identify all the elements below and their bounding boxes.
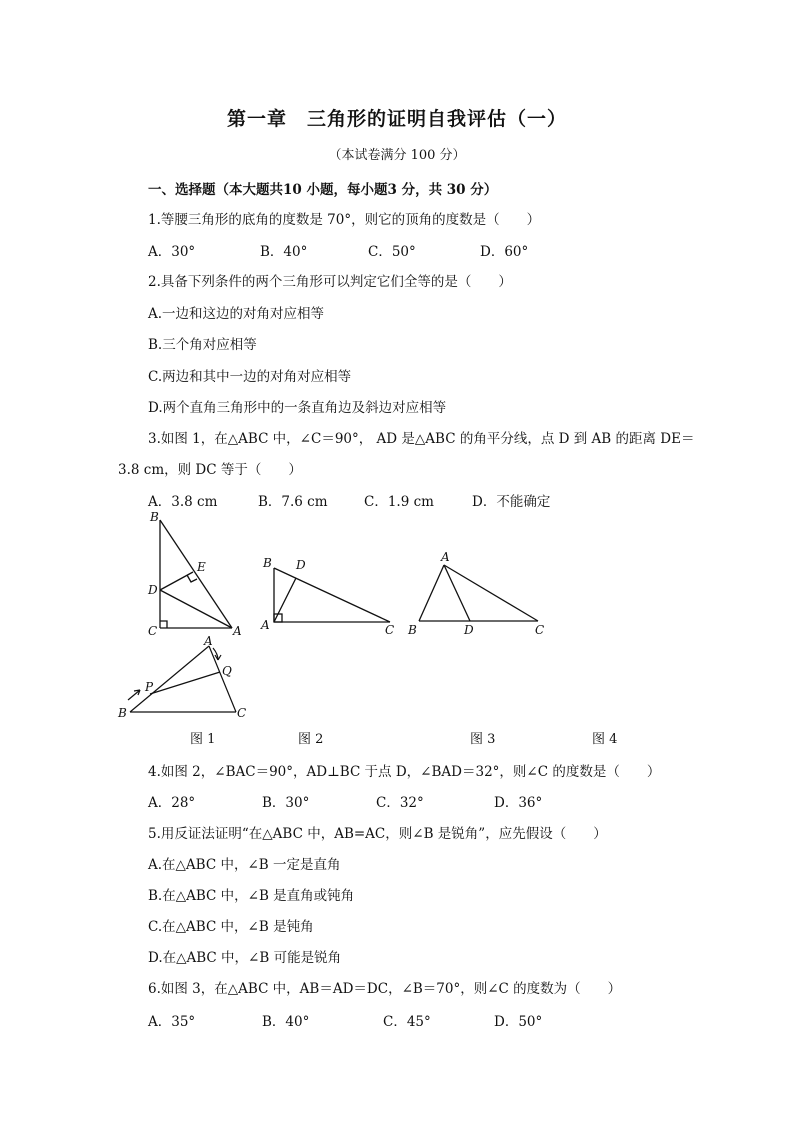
fig2-label-d: D bbox=[296, 558, 306, 572]
q1-option-b: B．40° bbox=[260, 244, 308, 260]
q4-option-b: B．30° bbox=[262, 795, 310, 811]
question-5-stem: 5.用反证法证明“在△ABC 中，AB=AC，则∠B 是锐角”，应先假设（ ） bbox=[148, 826, 607, 842]
q6-option-c: C．45° bbox=[383, 1014, 431, 1030]
q4-option-d: D．36° bbox=[494, 795, 543, 811]
fig3-label-b: B bbox=[408, 623, 417, 637]
q1-option-c: C．50° bbox=[368, 244, 416, 260]
q1-option-d: D．60° bbox=[480, 244, 529, 260]
fig4-label-a: A bbox=[204, 634, 213, 648]
fig1-label-d: D bbox=[148, 583, 158, 597]
figure-2 bbox=[258, 552, 398, 640]
q2-option-a: A.一边和这边的对角对应相等 bbox=[148, 306, 325, 322]
q6-option-b: B．40° bbox=[262, 1014, 310, 1030]
question-1-stem: 1.等腰三角形的底角的度数是 70°，则它的顶角的度数是（ ） bbox=[148, 212, 541, 228]
q5-option-a: A.在△ABC 中，∠B 一定是直角 bbox=[148, 857, 341, 873]
q2-option-b: B.三个角对应相等 bbox=[148, 337, 257, 353]
q1-option-a: A．30° bbox=[148, 244, 196, 260]
question-4-stem: 4.如图 2，∠BAC＝90°，AD⊥BC 于点 D，∠BAD＝32°，则∠C 的度数是（ ） bbox=[148, 764, 661, 780]
q6-option-a: A．35° bbox=[148, 1014, 196, 1030]
fig1-label-a: A bbox=[233, 624, 242, 638]
fig4-label-c: C bbox=[237, 706, 247, 720]
fig3-label-c: C bbox=[535, 623, 545, 637]
question-3-stem-cont: 3.8 cm，则 DC 等于（ ） bbox=[118, 462, 302, 478]
q3-option-c: C．1.9 cm bbox=[364, 494, 434, 510]
caption-fig-4: 图 4 bbox=[592, 732, 618, 747]
q5-option-b: B.在△ABC 中，∠B 是直角或钝角 bbox=[148, 888, 355, 904]
fig1-label-e: E bbox=[197, 560, 206, 574]
fig4-label-q: Q bbox=[222, 664, 232, 678]
q4-option-a: A．28° bbox=[148, 795, 196, 811]
figure-4 bbox=[112, 634, 252, 722]
q2-option-d: D.两个直角三角形中的一条直角边及斜边对应相等 bbox=[148, 400, 447, 416]
question-3-stem: 3.如图 1，在△ABC 中，∠C＝90°， AD 是△ABC 的角平分线，点 D 到 AB 的距离 DE＝ bbox=[148, 431, 695, 447]
fig1-label-b: B bbox=[150, 510, 159, 524]
fig2-label-c: C bbox=[385, 623, 395, 637]
caption-fig-1: 图 1 bbox=[190, 732, 216, 747]
fig2-label-b: B bbox=[263, 556, 272, 570]
section-heading: 一、选择题（本大题共10 小题，每小题3 分，共 30 分） bbox=[148, 182, 498, 198]
q2-option-c: C.两边和其中一边的对角对应相等 bbox=[148, 369, 352, 385]
q6-option-d: D．50° bbox=[494, 1014, 543, 1030]
q3-option-a: A．3.8 cm bbox=[148, 494, 218, 510]
fig4-label-p: P bbox=[145, 680, 154, 694]
caption-fig-3: 图 3 bbox=[470, 732, 496, 747]
figure-1 bbox=[140, 508, 252, 640]
fig1-label-c: C bbox=[148, 624, 158, 638]
fig3-label-a: A bbox=[441, 550, 450, 564]
question-6-stem: 6.如图 3，在△ABC 中，AB＝AD＝DC，∠B＝70°，则∠C 的度数为（ ） bbox=[148, 981, 622, 997]
question-2-stem: 2.具备下列条件的两个三角形可以判定它们全等的是（ ） bbox=[148, 274, 512, 290]
fig2-label-a: A bbox=[261, 618, 270, 632]
fig3-label-d: D bbox=[464, 623, 474, 637]
q3-option-b: B．7.6 cm bbox=[258, 494, 328, 510]
page-title: 第一章 三角形的证明自我评估（一） bbox=[226, 108, 567, 130]
q3-option-d: D．不能确定 bbox=[472, 494, 551, 510]
q4-option-c: C．32° bbox=[376, 795, 424, 811]
figure-3 bbox=[404, 545, 558, 641]
page-subtitle: （本试卷满分 100 分） bbox=[328, 148, 466, 163]
q5-option-c: C.在△ABC 中，∠B 是钝角 bbox=[148, 919, 314, 935]
q5-option-d: D.在△ABC 中，∠B 可能是锐角 bbox=[148, 950, 342, 966]
caption-fig-2: 图 2 bbox=[298, 732, 324, 747]
fig4-label-b: B bbox=[118, 706, 127, 720]
